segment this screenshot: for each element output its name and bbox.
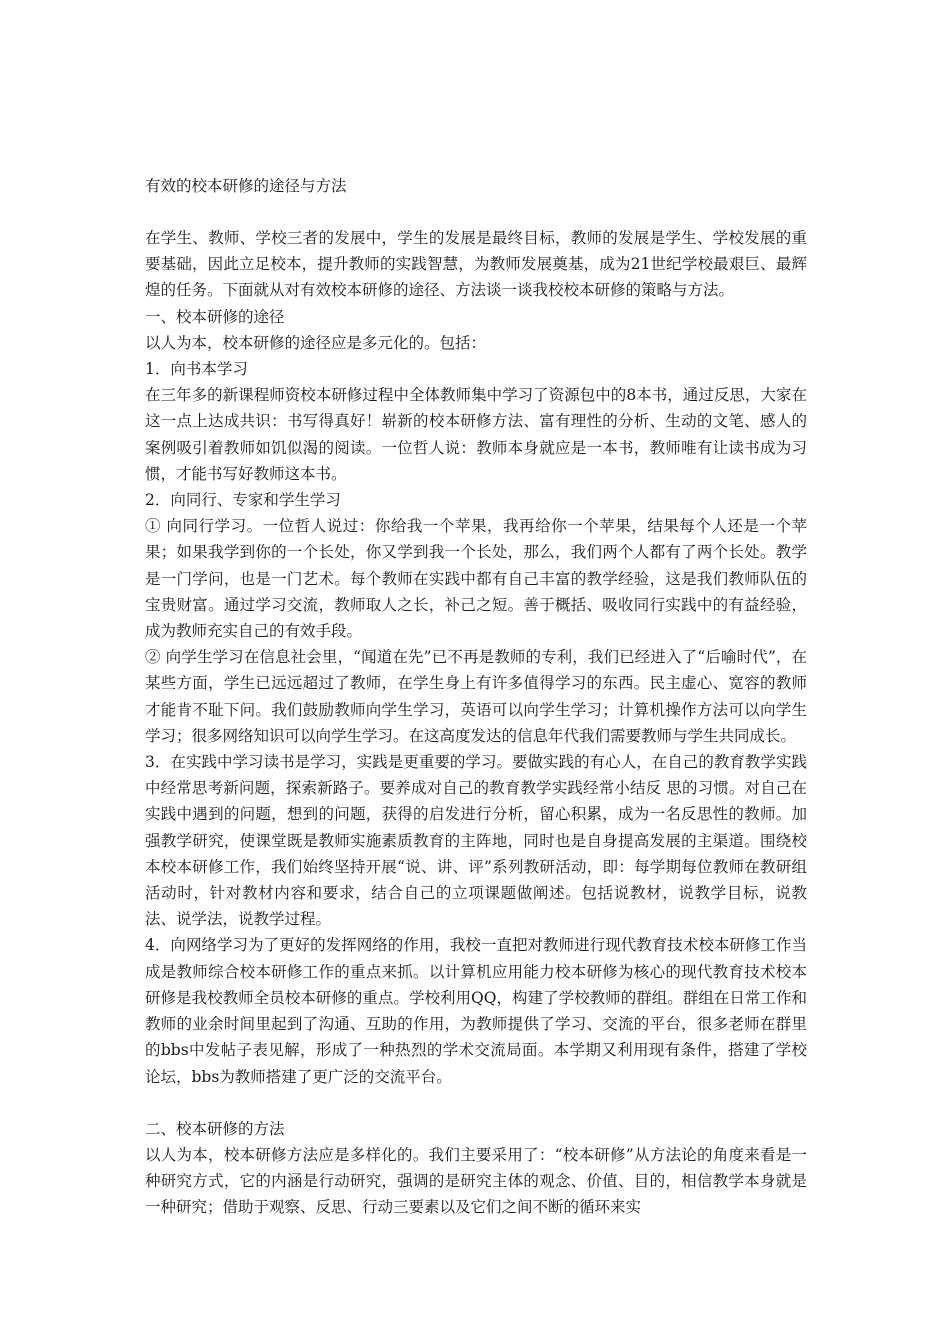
item1-paragraph: 在三年多的新课程师资校本研修过程中全体教师集中学习了资源包中的8本书，通过反思，大家在这一点上达成共识：书写得真好！崭新的校本研修方法、富有理性的分析、生动的文笔、感人的案例吸引着教师如饥似渴的阅读。一位哲人说：教师本身就应是一本书，教师唯有让读书成为习惯，才能书写好教师这本书。 <box>145 386 807 483</box>
blank-line <box>145 1090 807 1116</box>
section2-heading: 二、校本研修的方法 <box>145 1119 285 1138</box>
document-page <box>145 173 807 1221</box>
document-title: 有效的校本研修的途径与方法 <box>145 177 347 195</box>
item2-sub2-paragraph: ② 向学生学习在信息社会里，“闻道在先”已不再是教师的专利，我们已经进入了“后喻时代”，在某些方面，学生已远远超过了教师，在学生身上有许多值得学习的东西。民主虚心、宽容的教师才能肯不耻下问。我们鼓励教师向学生学习，英语可以向学生学习；计算机操作方法可以向学生学习；很多网络知识可以向学生学习。在这高度发达的信息年代我们需要教师与学生共同成长。 <box>145 648 807 745</box>
item2-sub1-paragraph: ① 向同行学习。一位哲人说过：你给我一个苹果，我再给你一个苹果，结果每个人还是一个苹果；如果我学到你的一个长处，你又学到我一个长处，那么，我们两个人都有了两个长处。教学是一门学问，也是一门艺术。每个教师在实践中都有自己丰富的教学经验，这是我们教师队伍的宝贵财富。通过学习交流，教师取人之长，补己之短。善于概括、吸收同行实践中的有益经验，成为教师充实自己的有效手段。 <box>145 517 807 641</box>
section1-lead: 以人为本，校本研修的途径应是多元化的。包括： <box>145 333 487 352</box>
intro-paragraph: 在学生、教师、学校三者的发展中，学生的发展是最终目标，教师的发展是学生、学校发展的重要基础，因此立足校本，提升教师的实践智慧，为教师发展奠基，成为21世纪学校最艰巨、最辉煌的任务。下面就从对有效校本研修的途径、方法谈一谈我校校本研修的策略与方法。 <box>145 229 807 300</box>
item3-paragraph: 3．在实践中学习读书是学习，实践是更重要的学习。要做实践的有心人，在自己的教育教学实践中经常思考新问题，探索新路子。要养成对自己的教育教学实践经常小结反 思的习惯。对自己在实践中遇到的问题，想到的问题，获得的启发进行分析，留心积累，成为一名反思性的教师。加强教学研究，使课堂既是教师实施素质教育的主阵地，同时也是自身提高发展的主渠道。围绕校本校本研修工作，我们始终坚持开展“说、讲、评”系列教研活动，即：每学期每位教师在教研组活动时，针对教材内容和要求，结合自己的立项课题做阐述。包括说教材，说教学目标，说教法、说学法，说教学过程。 <box>145 753 807 929</box>
section2-paragraph: 以人为本，校本研修方法应是多样化的。我们主要采用了：“校本研修”从方法论的角度来看是一种研究方式，它的内涵是行动研究，强调的是研究主体的观念、价值、目的，相信教学本身就是一种研究；借助于观察、反思、行动三要素以及它们之间不断的循环来实 <box>145 1145 807 1217</box>
item4-paragraph: 4．向网络学习为了更好的发挥网络的作用，我校一直把对教师进行现代教育技术校本研修工作当成是教师综合校本研修工作的重点来抓。以计算机应用能力校本研修为核心的现代教育技术校本研修是我校教师全员校本研修的重点。学校利用QQ，构建了学校教师的群组。群组在日常工作和教师的业余时间里起到了沟通、互助的作用，为教师提供了学习、交流的平台，很多老师在群里的bbs中发帖子表见解，形成了一种热烈的学术交流局面。本学期又利用现有条件，搭建了学校论坛，bbs为教师搭建了更广泛的交流平台。 <box>145 936 807 1086</box>
item1-heading: 1．向书本学习 <box>145 360 248 379</box>
item2-heading: 2．向同行、专家和学生学习 <box>145 491 341 510</box>
section1-heading: 一、校本研修的途径 <box>145 307 285 326</box>
